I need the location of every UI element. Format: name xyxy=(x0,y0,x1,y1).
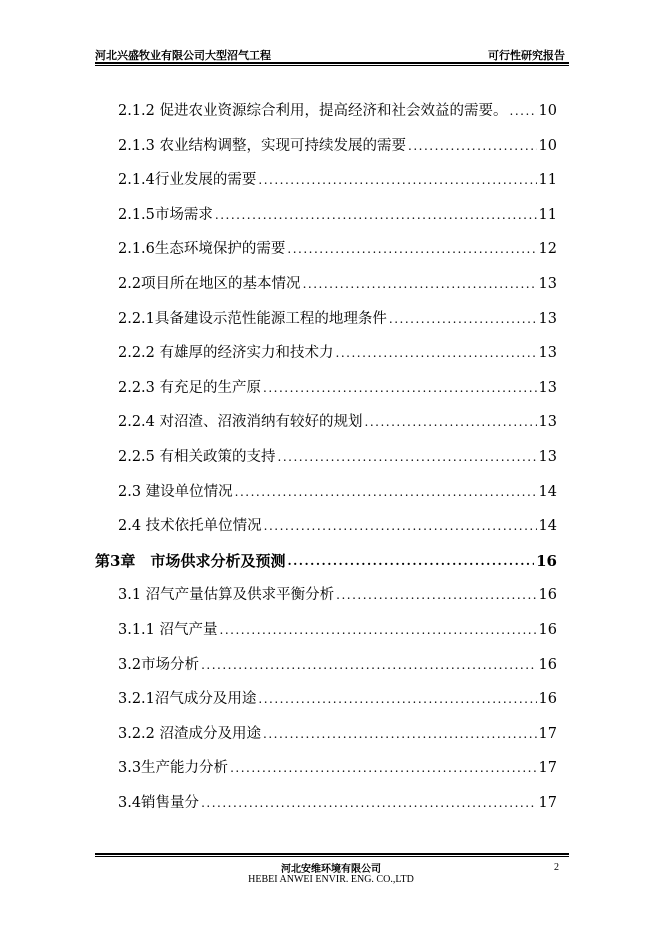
toc-entry-page-number: 17 xyxy=(538,726,557,742)
toc-entry-title: 2.2.5 有相关政策的支持 xyxy=(118,449,276,465)
toc-entry[interactable] xyxy=(118,99,557,121)
toc-entry-title: 3.2.1沼气成分及用途 xyxy=(118,691,257,707)
toc-entry[interactable] xyxy=(118,410,557,432)
footer-rule-thin xyxy=(95,856,569,857)
footer-page-number: 2 xyxy=(554,862,559,873)
toc-entry[interactable] xyxy=(118,445,557,467)
toc-entry-page-number: 12 xyxy=(538,241,557,257)
toc-entry[interactable] xyxy=(118,480,557,502)
toc-dot-leader xyxy=(303,274,537,294)
toc-entry-page-number: 17 xyxy=(538,795,557,811)
toc-entry-title: 2.2.3 有充足的生产原 xyxy=(118,380,262,396)
footer-company-name: 河北安维环境有限公司 xyxy=(281,864,381,875)
toc-entry[interactable] xyxy=(118,722,557,744)
toc-dot-leader xyxy=(287,551,534,571)
toc-dot-leader xyxy=(201,655,536,675)
toc-dot-leader xyxy=(201,793,536,813)
toc-entry-page-number: 16 xyxy=(538,622,557,638)
toc-entry[interactable] xyxy=(118,307,557,329)
header-project-title: 河北兴盛牧业有限公司大型沼气工程 xyxy=(95,49,271,62)
toc-entry-page-number: 17 xyxy=(538,760,557,776)
toc-entry-title: 2.2.2 有雄厚的经济实力和技术力 xyxy=(118,345,334,361)
toc-entry[interactable] xyxy=(118,341,557,363)
toc-entry-title: 3.1 沼气产量估算及供求平衡分析 xyxy=(118,587,335,603)
toc-dot-leader xyxy=(408,136,537,156)
toc-entry-page-number: 16 xyxy=(538,657,557,673)
toc-entry-title: 2.4 技术依托单位情况 xyxy=(118,518,262,534)
toc-dot-leader xyxy=(258,170,536,190)
toc-entry-title: 2.2项目所在地区的基本情况 xyxy=(118,276,301,292)
toc-entry-page-number: 11 xyxy=(538,172,557,188)
toc-dot-leader xyxy=(235,482,537,502)
toc-entry-page-number: 16 xyxy=(538,587,557,603)
toc-entry-page-number: 14 xyxy=(538,518,557,534)
toc-entry-page-number: 11 xyxy=(538,207,557,223)
toc-dot-leader xyxy=(264,516,537,536)
toc-entry[interactable] xyxy=(118,791,557,813)
toc-entry-page-number: 16 xyxy=(538,691,557,707)
toc-entry-page-number: 13 xyxy=(538,276,557,292)
toc-entry-page-number: 13 xyxy=(538,414,557,430)
toc-entry[interactable] xyxy=(118,514,557,536)
toc-entry-title: 第3章 市场供求分析及预测 xyxy=(95,552,286,570)
toc-entry[interactable] xyxy=(118,583,557,605)
toc-entry-page-number: 13 xyxy=(538,345,557,361)
toc-dot-leader xyxy=(336,343,537,363)
toc-chapter-entry[interactable] xyxy=(95,549,557,571)
toc-entry[interactable] xyxy=(118,618,557,640)
toc-entry-page-number: 14 xyxy=(538,484,557,500)
footer-rule-thick xyxy=(95,853,569,855)
toc-entry-page-number: 10 xyxy=(538,103,557,119)
toc-entry-title: 3.2市场分析 xyxy=(118,657,200,673)
toc-dot-leader xyxy=(510,101,537,121)
toc-dot-leader xyxy=(365,412,537,432)
toc-entry-title: 2.1.5市场需求 xyxy=(118,207,213,223)
toc-entry-title: 3.2.2 沼渣成分及用途 xyxy=(118,726,262,742)
toc-entry[interactable] xyxy=(118,237,557,259)
toc-dot-leader xyxy=(263,378,537,398)
toc-dot-leader xyxy=(336,585,536,605)
toc-entry[interactable] xyxy=(118,653,557,675)
toc-entry-page-number: 16 xyxy=(536,552,557,570)
toc-dot-leader xyxy=(215,205,537,225)
toc-entry[interactable] xyxy=(118,168,557,190)
toc-entry-title: 3.3生产能力分析 xyxy=(118,760,229,776)
toc-entry-page-number: 10 xyxy=(538,138,557,154)
toc-entry-page-number: 13 xyxy=(538,311,557,327)
toc-entry-page-number: 13 xyxy=(538,380,557,396)
toc-entry-title: 2.2.1具备建设示范性能源工程的地理条件 xyxy=(118,311,387,327)
toc-dot-leader xyxy=(220,620,537,640)
toc-entry-title: 2.3 建设单位情况 xyxy=(118,484,233,500)
toc-entry[interactable] xyxy=(118,756,557,778)
toc-dot-leader xyxy=(278,447,537,467)
toc-dot-leader xyxy=(230,758,536,778)
toc-entry-title: 2.1.4行业发展的需要 xyxy=(118,172,257,188)
toc-entry[interactable] xyxy=(118,376,557,398)
toc-entry-title: 2.2.4 对沼渣、沼液消纳有较好的规划 xyxy=(118,414,363,430)
toc-entry[interactable] xyxy=(118,134,557,156)
toc-entry-title: 2.1.3 农业结构调整，实现可持续发展的需要 xyxy=(118,138,407,154)
footer-company-name-en: HEBEI ANWEI ENVIR. ENG. CO.,LTD xyxy=(248,874,414,885)
toc-entry[interactable] xyxy=(118,203,557,225)
toc-entry-title: 3.4销售量分 xyxy=(118,795,200,811)
toc-entry[interactable] xyxy=(118,687,557,709)
toc-entry[interactable] xyxy=(118,272,557,294)
toc-entry-title: 2.1.2 促进农业资源综合利用，提高经济和社会效益的需要。 xyxy=(118,103,508,119)
toc-dot-leader xyxy=(287,239,536,259)
header-report-type: 可行性研究报告 xyxy=(488,49,565,62)
toc-entry-title: 2.1.6生态环境保护的需要 xyxy=(118,241,286,257)
toc-dot-leader xyxy=(258,689,536,709)
toc-dot-leader xyxy=(389,309,537,329)
toc-entry-title: 3.1.1 沼气产量 xyxy=(118,622,218,638)
toc-dot-leader xyxy=(263,724,537,744)
toc-entry-page-number: 13 xyxy=(538,449,557,465)
